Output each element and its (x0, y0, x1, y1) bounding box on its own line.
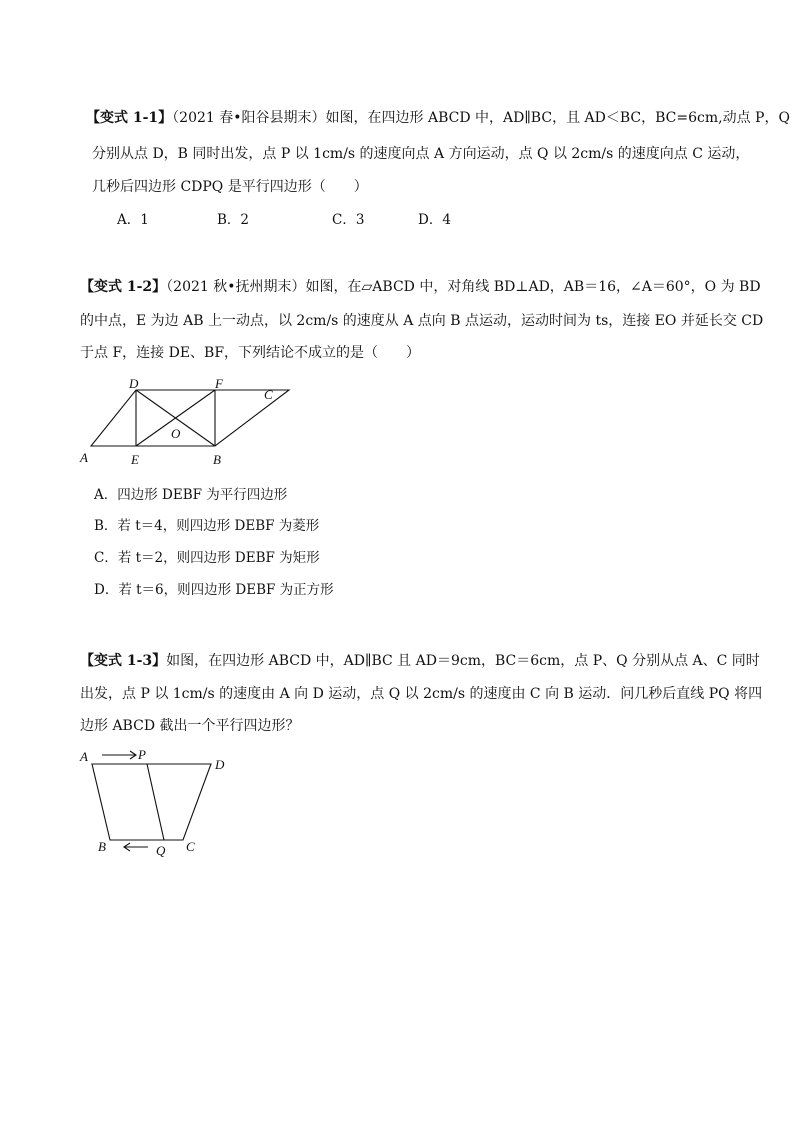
label-e: E (131, 452, 139, 466)
q1-option-a: A．1 (117, 212, 149, 228)
q1-line3: 几秒后四边形 CDPQ 是平行四边形（ ） (92, 179, 368, 195)
q3-tag: 【变式 1-3】 (80, 653, 167, 669)
q2-source: （2021 秋•抚州期末） (166, 279, 306, 295)
q2-tag: 【变式 1-2】 (80, 279, 167, 295)
q1-option-c: C．3 (332, 212, 365, 228)
label-d: D (215, 757, 225, 772)
q2-option-c: C．若 t＝2，则四边形 DEBF 为矩形 (94, 550, 320, 566)
label-a: A (80, 450, 88, 465)
q3-line3: 边形 ABCD 截出一个平行四边形？ (80, 718, 300, 734)
label-d: D (129, 376, 139, 391)
q2-text-1: 如图，在▱ABCD 中，对角线 BD⊥AD，AB＝16，∠A＝60°，O 为 BD (305, 279, 761, 295)
q2-line1 (80, 277, 761, 297)
q2-option-d: D．若 t＝6，则四边形 DEBF 为正方形 (94, 582, 334, 598)
q3-line1 (80, 651, 760, 671)
q1-source: （2021 春•阳谷县期末） (172, 110, 326, 126)
label-q: Q (156, 843, 166, 858)
trapezoid-figure (76, 745, 246, 860)
trapezoid-abcd (92, 764, 211, 840)
q3-text-1: 如图，在四边形 ABCD 中，AD∥BC 且 AD＝9cm，BC＝6cm，点 P、Q 分别从点 A、C 同时 (166, 653, 760, 669)
q3-line2: 出发，点 P 以 1cm/s 的速度由 A 向 D 运动，点 Q 以 2cm/s 的速度由 C 向 B 运动．问几秒后直线 PQ 将四 (80, 686, 763, 702)
q1-line2: 分别从点 D，B 同时出发，点 P 以 1cm/s 的速度向点 A 方向运动，点 Q 以 2cm/s 的速度向点 C 运动， (92, 146, 750, 162)
label-p: P (138, 747, 146, 762)
label-b: B (213, 452, 221, 466)
q2-line2: 的中点，E 为边 AB 上一动点，以 2cm/s 的速度从 A 点向 B 点运动，运动时间为 ts，连接 EO 并延长交 CD (80, 313, 764, 329)
parallelogram-figure (76, 376, 306, 466)
q1-option-b: B．2 (217, 212, 250, 228)
segment-pq (147, 764, 164, 840)
q1-line1 (86, 108, 790, 128)
label-c: C (186, 839, 195, 854)
label-o: O (171, 426, 181, 441)
q1-text-1: 如图，在四边形 ABCD 中，AD∥BC，且 AD＜BC，BC=6cm,动点 P，Q (325, 110, 790, 126)
label-f: F (215, 376, 223, 391)
q1-tag: 【变式 1-1】 (86, 110, 173, 126)
q1-option-d: D．4 (418, 212, 451, 228)
parallelogram-abcd (91, 390, 289, 446)
q2-option-a: A．四边形 DEBF 为平行四边形 (94, 487, 288, 503)
q2-line3: 于点 F，连接 DE、BF，下列结论不成立的是（ ） (80, 345, 421, 361)
label-a: A (80, 749, 88, 764)
q2-option-b: B．若 t＝4，则四边形 DEBF 为菱形 (94, 518, 320, 534)
label-c: C (264, 387, 273, 402)
label-b: B (98, 839, 106, 854)
